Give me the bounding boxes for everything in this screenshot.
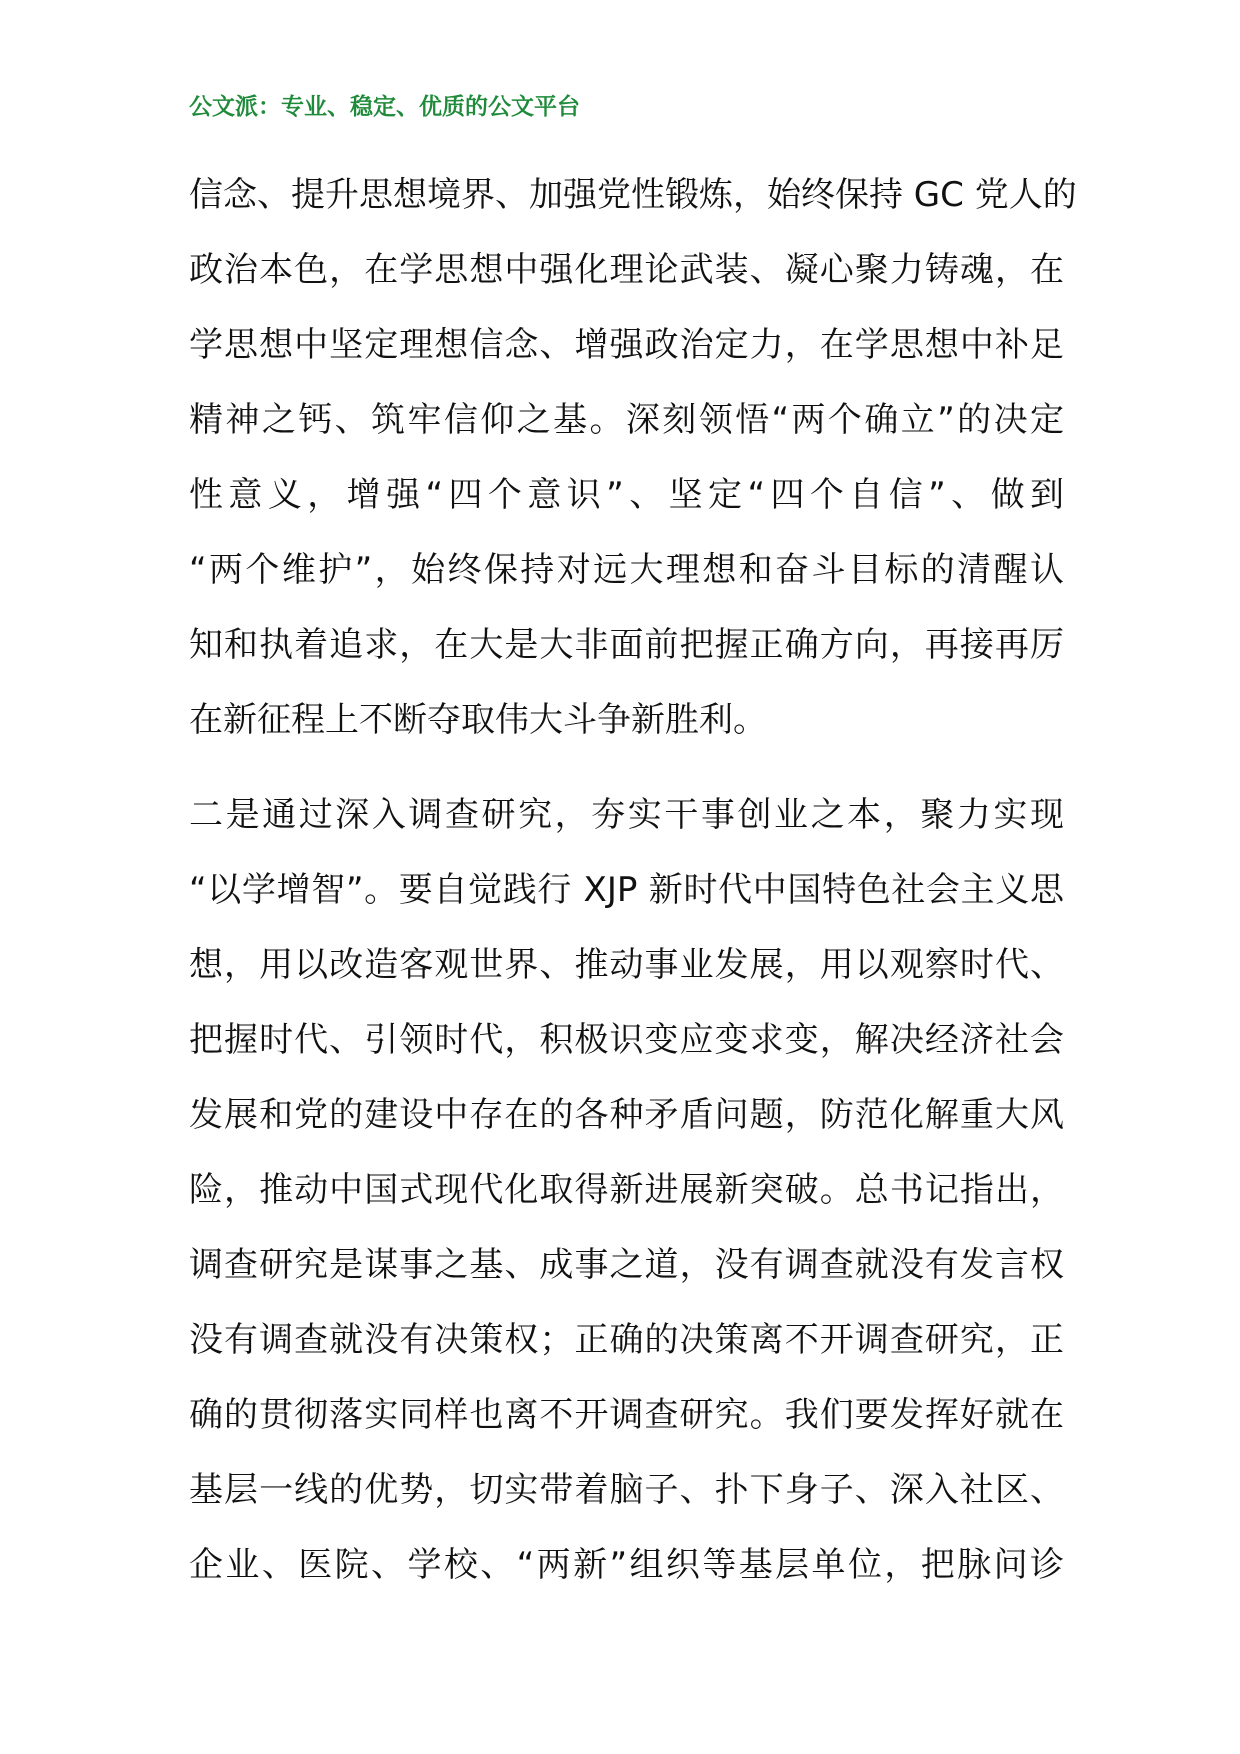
- paragraph-2: [189, 778, 1064, 1603]
- text-line: 企业、医院、学校、“两新”组织等基层单位，把脉问诊: [189, 1545, 1064, 1585]
- text-line: 基层一线的优势，切实带着脑子、扑下身子、深入社区、: [189, 1470, 1064, 1510]
- text-line: 精神之钙、筑牢信仰之基。深刻领悟“两个确立”的决定: [189, 400, 1064, 440]
- text-line: 确的贯彻落实同样也离不开调查研究。我们要发挥好就在: [189, 1395, 1064, 1435]
- text-line: 想，用以改造客观世界、推动事业发展，用以观察时代、: [189, 945, 1064, 985]
- text-line: 二是通过深入调查研究，夯实干事创业之本，聚力实现: [189, 795, 1064, 835]
- text-line: 政治本色，在学思想中强化理论武装、凝心聚力铸魂，在: [189, 250, 1064, 290]
- text-line: 在新征程上不断夺取伟大斗争新胜利。: [189, 700, 767, 740]
- text-line: 学思想中坚定理想信念、增强政治定力，在学思想中补足: [189, 325, 1064, 365]
- text-line: 把握时代、引领时代，积极识变应变求变，解决经济社会: [189, 1020, 1064, 1060]
- text-line: 险，推动中国式现代化取得新进展新突破。总书记指出，: [189, 1170, 1064, 1210]
- text-line: 知和执着追求，在大是大非面前把握正确方向，再接再厉: [189, 625, 1064, 665]
- page-header: 公文派：专业、稳定、优质的公文平台: [189, 94, 580, 120]
- text-line: 调查研究是谋事之基、成事之道，没有调查就没有发言权: [189, 1245, 1064, 1285]
- text-line: “以学增智”。要自觉践行 XJP 新时代中国特色社会主义思: [189, 870, 1064, 910]
- paragraph-1: [189, 158, 1077, 758]
- text-line: 没有调查就没有决策权；正确的决策离不开调查研究，正: [189, 1320, 1064, 1360]
- text-line: “两个维护”，始终保持对远大理想和奋斗目标的清醒认: [189, 550, 1064, 590]
- text-line: 发展和党的建设中存在的各种矛盾问题，防范化解重大风: [189, 1095, 1064, 1135]
- text-line: 信念、提升思想境界、加强党性锻炼，始终保持 GC 党人的: [189, 175, 1077, 215]
- text-line: 性意义，增强“四个意识”、坚定“四个自信”、做到: [189, 475, 1064, 515]
